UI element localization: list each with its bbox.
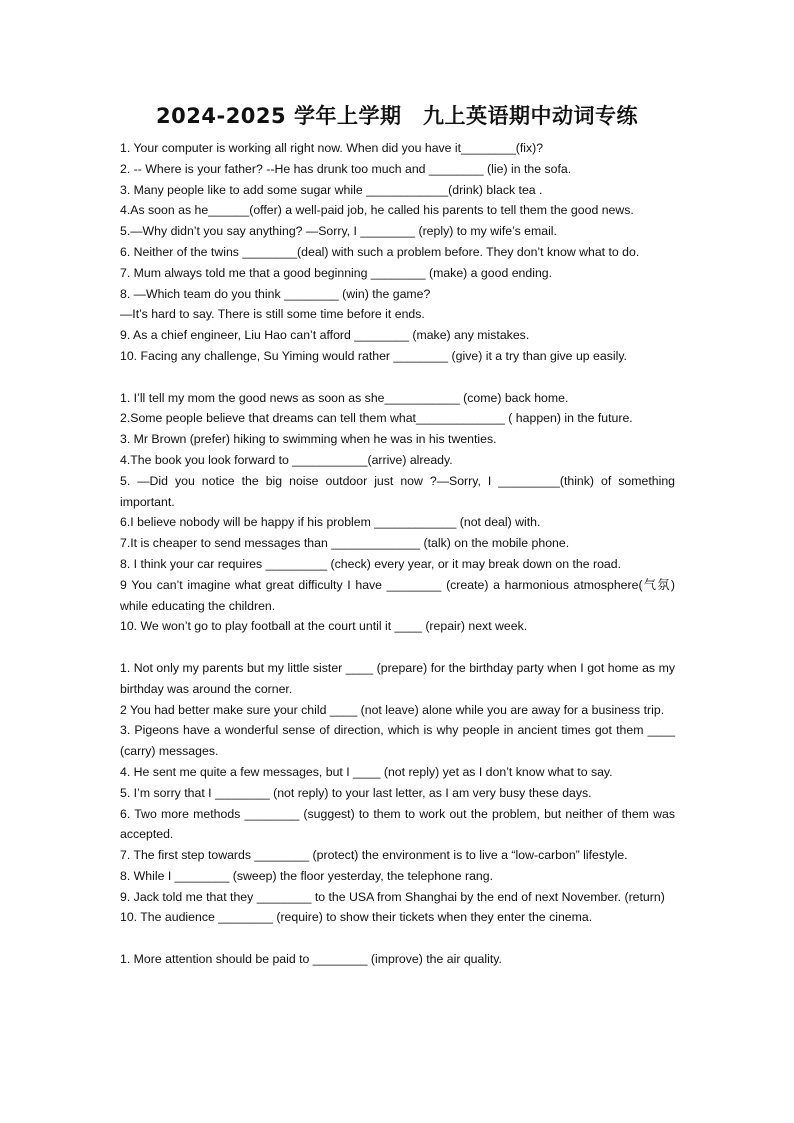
question-item: 3. Pigeons have a wonderful sense of direction, which is why people in ancient times got them ____ (carry) messages. bbox=[120, 723, 675, 759]
question-item: 5.—Why didn’t you say anything? —Sorry, I ________ (reply) to my wife’s email. bbox=[120, 224, 557, 239]
question-item: 2 You had better make sure your child ____ (not leave) alone while you are away for a business trip. bbox=[120, 702, 665, 717]
exercise-content bbox=[120, 138, 675, 970]
section-spacer bbox=[120, 637, 675, 658]
question-item: 5. I’m sorry that I ________ (not reply) to your last letter, as I am very busy these days. bbox=[120, 785, 592, 800]
question-item: 10. The audience ________ (require) to show their tickets when they enter the cinema. bbox=[120, 910, 593, 925]
question-item: 5. —Did you notice the big noise outdoor just now ?—Sorry, I _________(think) of something important. bbox=[120, 473, 675, 509]
section-2 bbox=[120, 388, 675, 638]
question-item: 3. Mr Brown (prefer) hiking to swimming when he was in his twenties. bbox=[120, 432, 497, 447]
question-item: 7. Mum always told me that a good beginning ________ (make) a good ending. bbox=[120, 265, 553, 280]
page-title: 2024-2025 学年上学期 九上英语期中动词专练 bbox=[156, 104, 638, 128]
question-item: 10. We won’t go to play football at the court until it ____ (repair) next week. bbox=[120, 619, 528, 634]
question-item: 1. Your computer is working all right now. When did you have it________(fix)? bbox=[120, 141, 544, 155]
question-item: 9. Jack told me that they ________ to the USA from Shanghai by the end of next November. (return) bbox=[120, 889, 665, 904]
question-item: 8. I think your car requires _________ (check) every year, or it may break down on the road. bbox=[120, 556, 622, 571]
question-item: 10. Facing any challenge, Su Yiming would rather ________ (give) it a try than give up easily. bbox=[120, 348, 627, 363]
question-item: 6.I believe nobody will be happy if his problem ____________ (not deal) with. bbox=[120, 515, 541, 530]
question-item: 1. More attention should be paid to ________ (improve) the air quality. bbox=[120, 952, 502, 967]
question-item: 2.Some people believe that dreams can tell them what_____________ ( happen) in the future. bbox=[120, 411, 633, 426]
question-item: 6. Neither of the twins ________(deal) with such a problem before. They don’t know what to do. bbox=[120, 244, 640, 259]
section-spacer bbox=[120, 367, 675, 388]
question-item: 9 You can’t imagine what great difficulty I have ________ (create) a harmonious atmosphere(气氛) while educating the children. bbox=[120, 577, 675, 613]
question-item: 9. As a chief engineer, Liu Hao can’t afford ________ (make) any mistakes. bbox=[120, 328, 530, 343]
section-3 bbox=[120, 658, 675, 928]
question-item: 6. Two more methods ________ (suggest) to them to work out the problem, but neither of them was accepted. bbox=[120, 806, 675, 842]
question-item: —It’s hard to say. There is still some time before it ends. bbox=[120, 307, 425, 322]
question-item: 3. Many people like to add some sugar while ____________(drink) black tea . bbox=[120, 182, 543, 197]
question-item: 8. While I ________ (sweep) the floor yesterday, the telephone rang. bbox=[120, 868, 494, 883]
question-item: 1. Not only my parents but my little sister ____ (prepare) for the birthday party when I got home as my birthday was around the corner. bbox=[120, 660, 675, 696]
section-1 bbox=[120, 138, 675, 367]
question-item: 1. I’ll tell my mom the good news as soon as she___________ (come) back home. bbox=[120, 390, 569, 405]
question-item: 7. The first step towards ________ (protect) the environment is to live a “low-carbon” lifestyle. bbox=[120, 848, 628, 863]
section-spacer bbox=[120, 928, 675, 949]
question-item: 8. —Which team do you think ________ (win) the game? bbox=[120, 286, 431, 301]
question-item: 4.As soon as he______(offer) a well-paid job, he called his parents to tell them the good news. bbox=[120, 203, 634, 218]
question-item: 4. He sent me quite a few messages, but I ____ (not reply) yet as I don’t know what to say. bbox=[120, 764, 613, 779]
question-item: 4.The book you look forward to ___________(arrive) already. bbox=[120, 452, 453, 467]
question-item: 7.It is cheaper to send messages than _____________ (talk) on the mobile phone. bbox=[120, 536, 570, 551]
section-4 bbox=[120, 949, 675, 970]
question-item: 2. -- Where is your father? --He has drunk too much and ________ (lie) in the sofa. bbox=[120, 161, 572, 176]
